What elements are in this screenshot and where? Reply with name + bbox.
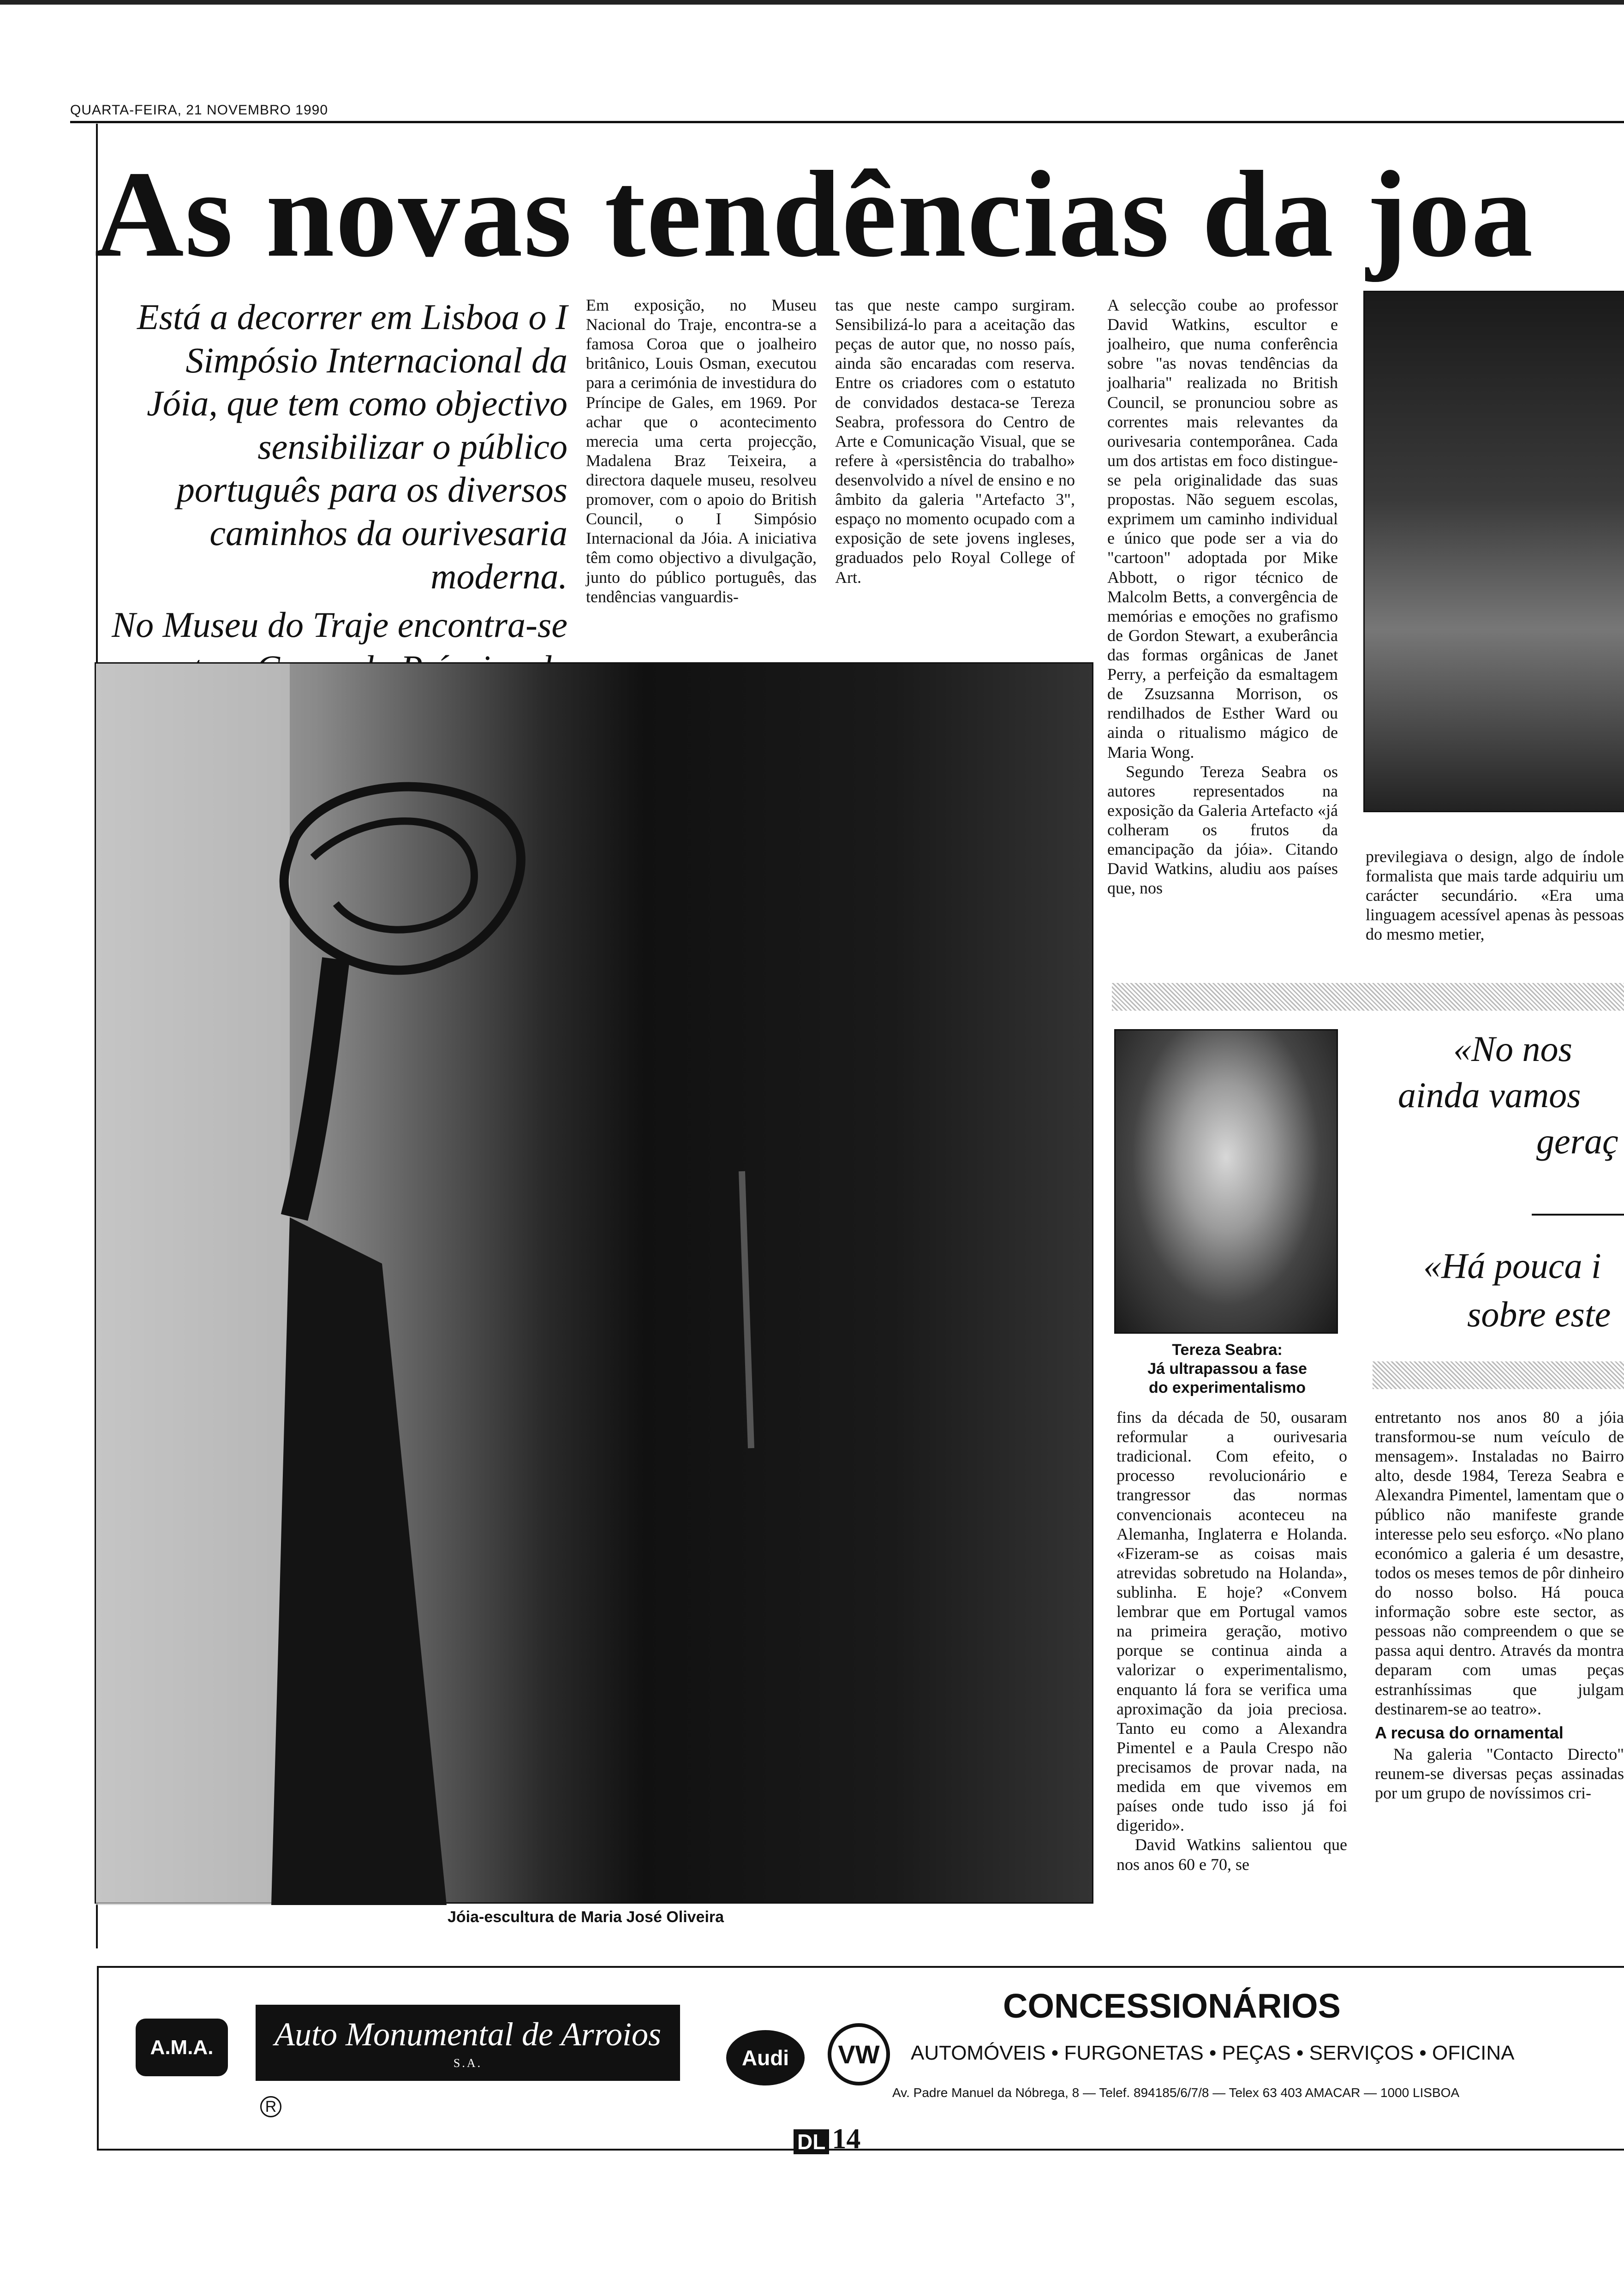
newspaper-logo: DL xyxy=(794,2129,829,2154)
company-suffix: S.A. xyxy=(453,2056,483,2070)
column-4b-text: entretanto nos anos 80 a jóia transformou-se num veículo de mensagem». Instaladas no Bairro alto, desde 1984, Tereza Seabra e Alexandra Pimentel, lamentam que o público não manifeste grande interesse pelo seu esforço. «No plano económico a galeria é um desastre, todos os meses temos de pôr dinheiro do nosso bolso. Há pouca informação sobre este sector, as pessoas não compreendem o que se passa aqui dentro. Através da montra deparam com umas peças estranhíssimas que julgam destinarem-se ao teatro». xyxy=(1375,1408,1624,1718)
audi-logo-icon: Audi xyxy=(726,2030,805,2085)
screen-band-1 xyxy=(1112,983,1624,1011)
column-1-text: Em exposição, no Museu Nacional do Traje, encontra-se a famosa Coroa que o joalheiro britânico, Louis Osman, executou para a cerimónia de investidura do Príncipe de Gales, em 1969. Por achar que o acontecimento merecia uma certa projecção, Madalena Braz Teixeira, a directora daquele museu, resolveu promover, com o apoio do British Council, o I Simpósio Internacional da Jóia. A iniciativa têm como objectivo a divulgação, junto do público português, das tendências vanguardis- xyxy=(586,296,817,606)
deck-paragraph-1: Está a decorrer em Lisboa o I Simpósio Internacional da Jóia, que tem como objectivo sensibilizar o público português para os diversos caminhos da ourivesaria moderna. xyxy=(137,297,567,596)
column-3-paragraph-1: A selecção coube ao professor David Watkins, escultor e joalheiro, que numa conferência sobre "as novas tendências da joalharia" realizada no British Council, se pronunciou sobre as correntes mais relevantes da ourivesaria contemporânea. Cada um dos artistas em foco distingue-se pela originalidade das suas propostas. Não seguem escolas, exprimem um caminho individual e único que pode ser a via do "cartoon" adoptada por Mike Abbott, o rigor técnico de Malcolm Betts, a convergência de memórias e emoções no grafismo de Gordon Stewart, a exuberância das formas orgânicas de Janet Perry, a perfeição da esmaltagem de Zsuzsanna Morrison, os rendilhados de Esther Ward ou ainda o ritualismo mágico de Maria Wong. xyxy=(1107,296,1338,761)
article-column-2 xyxy=(835,295,1075,587)
company-name: Auto Monumental de Arroios xyxy=(275,2016,661,2053)
pull-quote-1-line-2: ainda vamos xyxy=(1398,1075,1581,1115)
article-column-4b xyxy=(1375,1408,1624,1803)
column-3-paragraph-2: Segundo Tereza Seabra os autores representados na exposição da Galeria Artefacto «já colheram os frutos da emancipação da jóia». Citando David Watkins, aludiu aos países que, nos xyxy=(1107,762,1338,898)
headline: As novas tendências da joa xyxy=(95,145,1534,282)
column-3b-text: fins da década de 50, ousaram reformular a ourivesaria tradicional. Com efeito, o processo revolucionário e trangressor das normas convencionais aconteceu na Alemanha, Inglaterra e Holanda. «Fizeram-se as coisas mais atrevidas sobretudo na Holanda», sublinha. E hoje? «Convem lembrar que em Portugal vamos na primeira geração, motivo porque se continua ainda a valorizar o experimentalismo, enquanto lá fora se verifica uma aproximação da joia preciosa. Tanto eu como a Alexandra Pimentel e a Paula Crespo não precisamos de provar nada, na medida em que vivemos em países onde tudo isso já foi digerido». xyxy=(1116,1408,1347,1835)
column-4c-text: Na galeria "Contacto Directo" reunem-se diversas peças assinadas por um grupo de novíssimos cri- xyxy=(1375,1744,1624,1803)
pull-quote-1-line-1: «No nos xyxy=(1453,1029,1572,1069)
deck-paragraph-2: No Museu do Traje encontra-se xyxy=(112,605,567,645)
pull-quote-2-line-2: sobre este xyxy=(1467,1294,1611,1334)
page-number: 14 xyxy=(832,2123,861,2155)
portrait-caption-line-2: Já ultrapassou a fase xyxy=(1147,1360,1307,1378)
ad-services: AUTOMÓVEIS • FURGONETAS • PEÇAS • SERVIÇOS • OFICINA xyxy=(911,2042,1515,2064)
dateline: QUARTA-FEIRA, 21 NOVEMBRO 1990 xyxy=(70,102,328,118)
article-column-4a xyxy=(1366,847,1624,944)
portrait-tereza-seabra xyxy=(1114,1029,1338,1334)
ama-logo: A.M.A. xyxy=(136,2019,228,2076)
ad-title: CONCESSIONÁRIOS xyxy=(1003,1987,1341,2025)
top-rule xyxy=(0,0,1624,5)
pull-quote-2-line-1: «Há pouca i xyxy=(1423,1246,1601,1286)
screen-band-2 xyxy=(1373,1361,1624,1389)
column-3b-tail: David Watkins salientou que nos anos 60 e 70, se xyxy=(1116,1835,1347,1874)
ad-address: Av. Padre Manuel da Nóbrega, 8 — Telef. 894185/6/7/8 — Telex 63 403 AMACAR — 1000 LISBOA xyxy=(892,2085,1460,2100)
company-logo xyxy=(256,2005,680,2081)
article-column-3b xyxy=(1116,1408,1347,1874)
photo-caption: Jóia-escultura de Maria José Oliveira xyxy=(448,1908,724,1926)
portrait-caption-line-3: do experimentalismo xyxy=(1148,1378,1306,1396)
portrait-caption-line-1: Tereza Seabra: xyxy=(1172,1341,1283,1359)
registered-mark-icon: R xyxy=(260,2096,281,2117)
photo-jewelry-right xyxy=(1363,291,1624,812)
column-2-text: tas que neste campo surgiram. Sensibilizá-lo para a aceitação das peças de autor que, no nosso país, ainda são encaradas com reserva. Entre os criadores com o estatuto de convidados destaca-se Tereza Seabra, professora do Centro de Arte e Comunicação Visual, que se refere à «persistência do trabalho» desenvolvido a nível de ensino e no âmbito da galeria "Artefacto 3", espaço no momento ocupado com a exposição de sete jovens ingleses, graduados pelo Royal College of Art. xyxy=(835,296,1075,587)
column-4a-text: previlegiava o design, algo de índole formalista que mais tarde adquiriu um carácter secundário. «Era uma linguagem acessível apenas às pessoas do mesmo metier, xyxy=(1366,847,1624,944)
pull-quote-1-line-3: geraç xyxy=(1536,1121,1618,1161)
subhead: A recusa do ornamental xyxy=(1375,1723,1564,1742)
vw-logo-icon: VW xyxy=(828,2023,890,2085)
sculpture-illustration xyxy=(96,664,1095,1905)
portrait-caption xyxy=(1107,1341,1347,1397)
article-column-3 xyxy=(1107,295,1338,898)
quote-divider xyxy=(1532,1214,1624,1216)
page-folio xyxy=(794,2123,860,2156)
article-column-1 xyxy=(586,295,817,606)
photo-jewelry-sculpture xyxy=(95,662,1093,1904)
header-rule xyxy=(70,121,1624,123)
